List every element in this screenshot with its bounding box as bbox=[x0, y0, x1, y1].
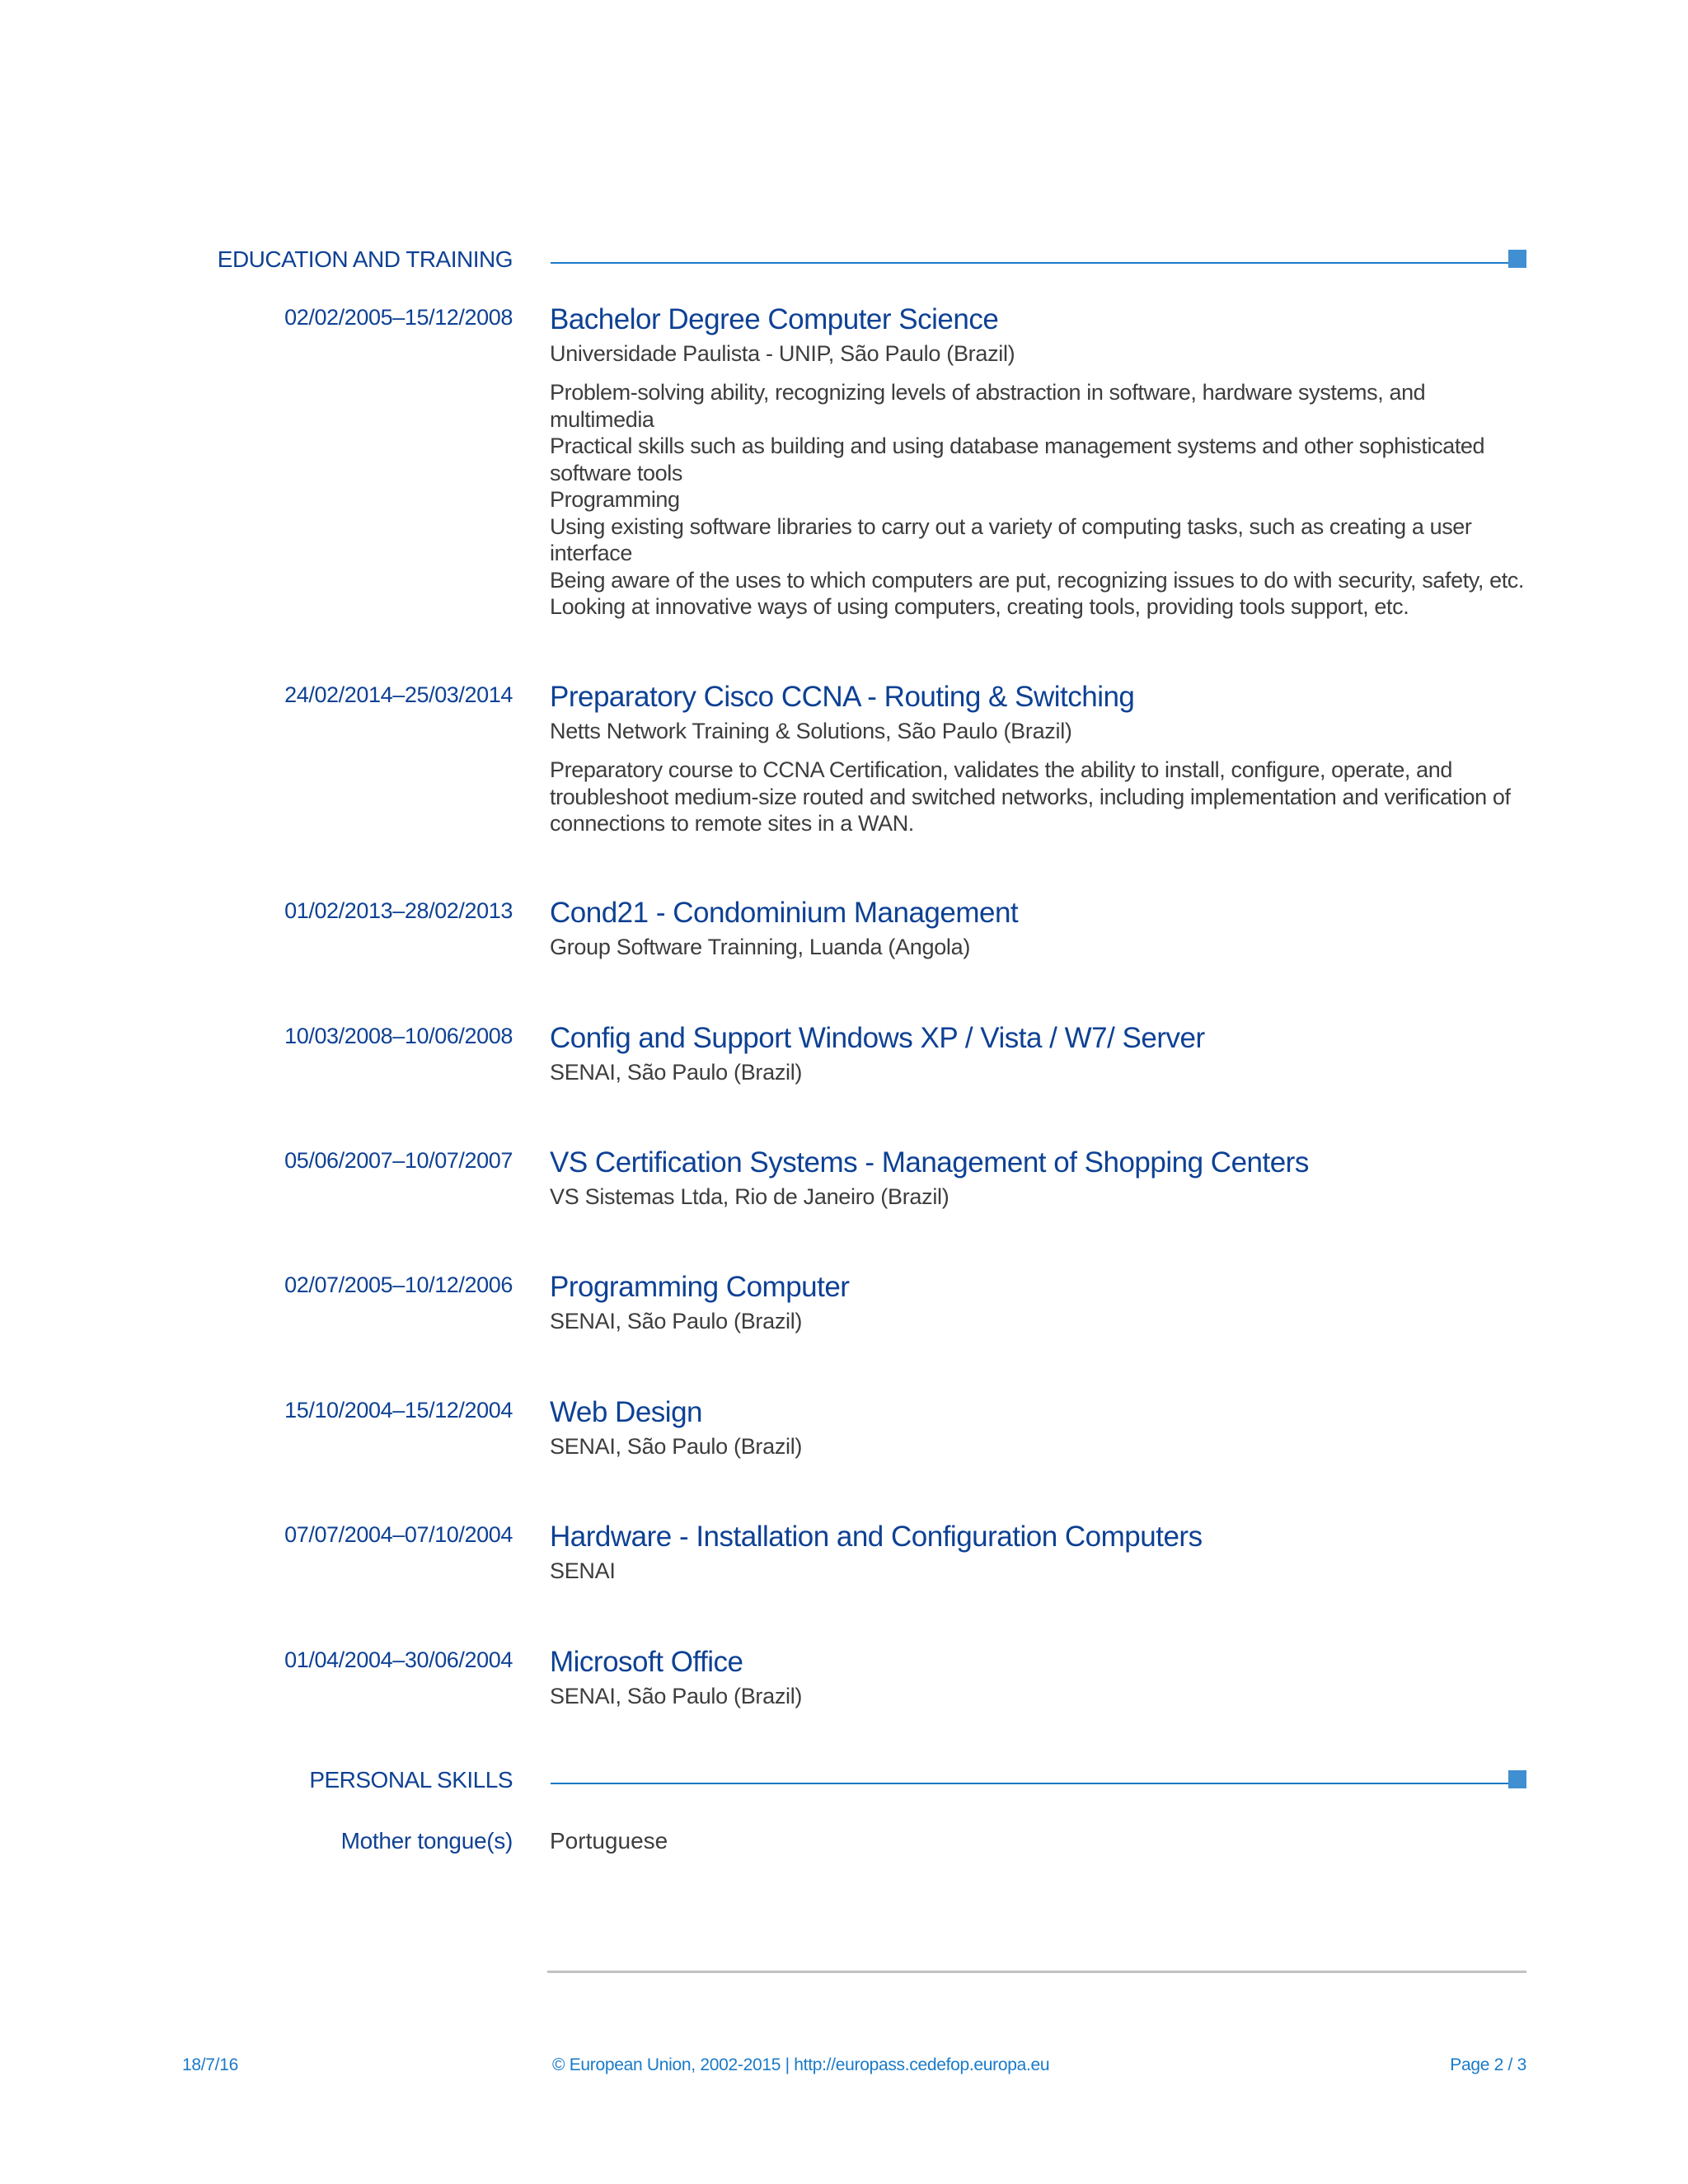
description-line: software tools bbox=[550, 460, 682, 485]
entry-organisation: SENAI, São Paulo (Brazil) bbox=[550, 1684, 803, 1708]
footer-divider bbox=[547, 1971, 1526, 1973]
entry-title: Web Design bbox=[550, 1396, 703, 1428]
entry-date: 05/06/2007–10/07/2007 bbox=[284, 1148, 513, 1173]
footer-date: 18/7/16 bbox=[182, 2055, 238, 2074]
entry-organisation: SENAI bbox=[550, 1558, 616, 1583]
entry-title: VS Certification Systems - Management of Shopping Centers bbox=[550, 1146, 1309, 1179]
description-line: Programming bbox=[550, 487, 680, 512]
personal-skills-section-header bbox=[0, 1767, 1688, 1800]
entry-organisation: Netts Network Training & Solutions, São Paulo (Brazil) bbox=[550, 719, 1072, 743]
entry-date: 24/02/2014–25/03/2014 bbox=[284, 682, 513, 707]
description-line: troubleshoot medium-size routed and switched networks, including implementation and verification of bbox=[550, 784, 1511, 809]
description-line: Preparatory course to CCNA Certification, validates the ability to install, configure, operate, and bbox=[550, 757, 1452, 782]
description-line: Looking at innovative ways of using computers, creating tools, providing tools support, etc. bbox=[550, 594, 1409, 619]
entry-organisation: Group Software Trainning, Luanda (Angola) bbox=[550, 935, 971, 959]
entry-title: Bachelor Degree Computer Science bbox=[550, 303, 999, 335]
entry-organisation: SENAI, São Paulo (Brazil) bbox=[550, 1309, 803, 1333]
entry-date: 01/02/2013–28/02/2013 bbox=[284, 898, 513, 923]
entry-date: 02/07/2005–10/12/2006 bbox=[284, 1272, 513, 1297]
description-line: interface bbox=[550, 541, 632, 565]
entry-title: Microsoft Office bbox=[550, 1646, 743, 1678]
education-section-header bbox=[0, 246, 1688, 279]
entry-date: 01/04/2004–30/06/2004 bbox=[284, 1647, 513, 1672]
entry-date: 02/02/2005–15/12/2008 bbox=[284, 305, 513, 330]
entry-title: Config and Support Windows XP / Vista / W7/ Server bbox=[550, 1022, 1205, 1054]
description-line: Using existing software libraries to carry out a variety of computing tasks, such as creating a user bbox=[550, 513, 1472, 539]
entry-date: 10/03/2008–10/06/2008 bbox=[284, 1024, 513, 1048]
entry-description bbox=[550, 379, 1539, 621]
entry-date: 07/07/2004–07/10/2004 bbox=[284, 1522, 513, 1547]
education-section-title: EDUCATION AND TRAINING bbox=[217, 246, 513, 272]
description-line: Problem-solving ability, recognizing levels of abstraction in software, hardware systems, and bbox=[550, 380, 1426, 405]
footer-page-number: Page 2 / 3 bbox=[1450, 2055, 1526, 2074]
description-line: Being aware of the uses to which computers are put, recognizing issues to do with security, safety, etc. bbox=[550, 567, 1525, 593]
entry-description bbox=[550, 757, 1539, 837]
description-line: connections to remote sites in a WAN. bbox=[550, 811, 914, 836]
entry-title: Preparatory Cisco CCNA - Routing & Switching bbox=[550, 681, 1135, 713]
entry-date: 15/10/2004–15/12/2004 bbox=[284, 1398, 513, 1422]
entry-organisation: SENAI, São Paulo (Brazil) bbox=[550, 1060, 803, 1085]
section-divider bbox=[551, 1783, 1508, 1784]
entry-organisation: VS Sistemas Ltda, Rio de Janeiro (Brazil) bbox=[550, 1184, 950, 1209]
section-marker-icon bbox=[1508, 250, 1526, 268]
entry-title: Cond21 - Condominium Management bbox=[550, 897, 1019, 929]
description-line: multimedia bbox=[550, 406, 654, 432]
mother-tongue-label: Mother tongue(s) bbox=[340, 1828, 513, 1854]
entry-organisation: SENAI, São Paulo (Brazil) bbox=[550, 1434, 803, 1459]
section-marker-icon bbox=[1508, 1770, 1526, 1788]
section-divider bbox=[551, 262, 1508, 264]
description-line: Practical skills such as building and using database management systems and other sophisticated bbox=[550, 434, 1485, 458]
entry-title: Programming Computer bbox=[550, 1271, 850, 1303]
entry-organisation: Universidade Paulista - UNIP, São Paulo (Brazil) bbox=[550, 341, 1015, 366]
personal-skills-section-title: PERSONAL SKILLS bbox=[309, 1767, 513, 1793]
entry-title: Hardware - Installation and Configuration Computers bbox=[550, 1521, 1203, 1553]
mother-tongue-value: Portuguese bbox=[550, 1828, 668, 1854]
footer-copyright-link[interactable]: © European Union, 2002-2015 | http://europass.cedefop.europa.eu bbox=[552, 2055, 1050, 2074]
